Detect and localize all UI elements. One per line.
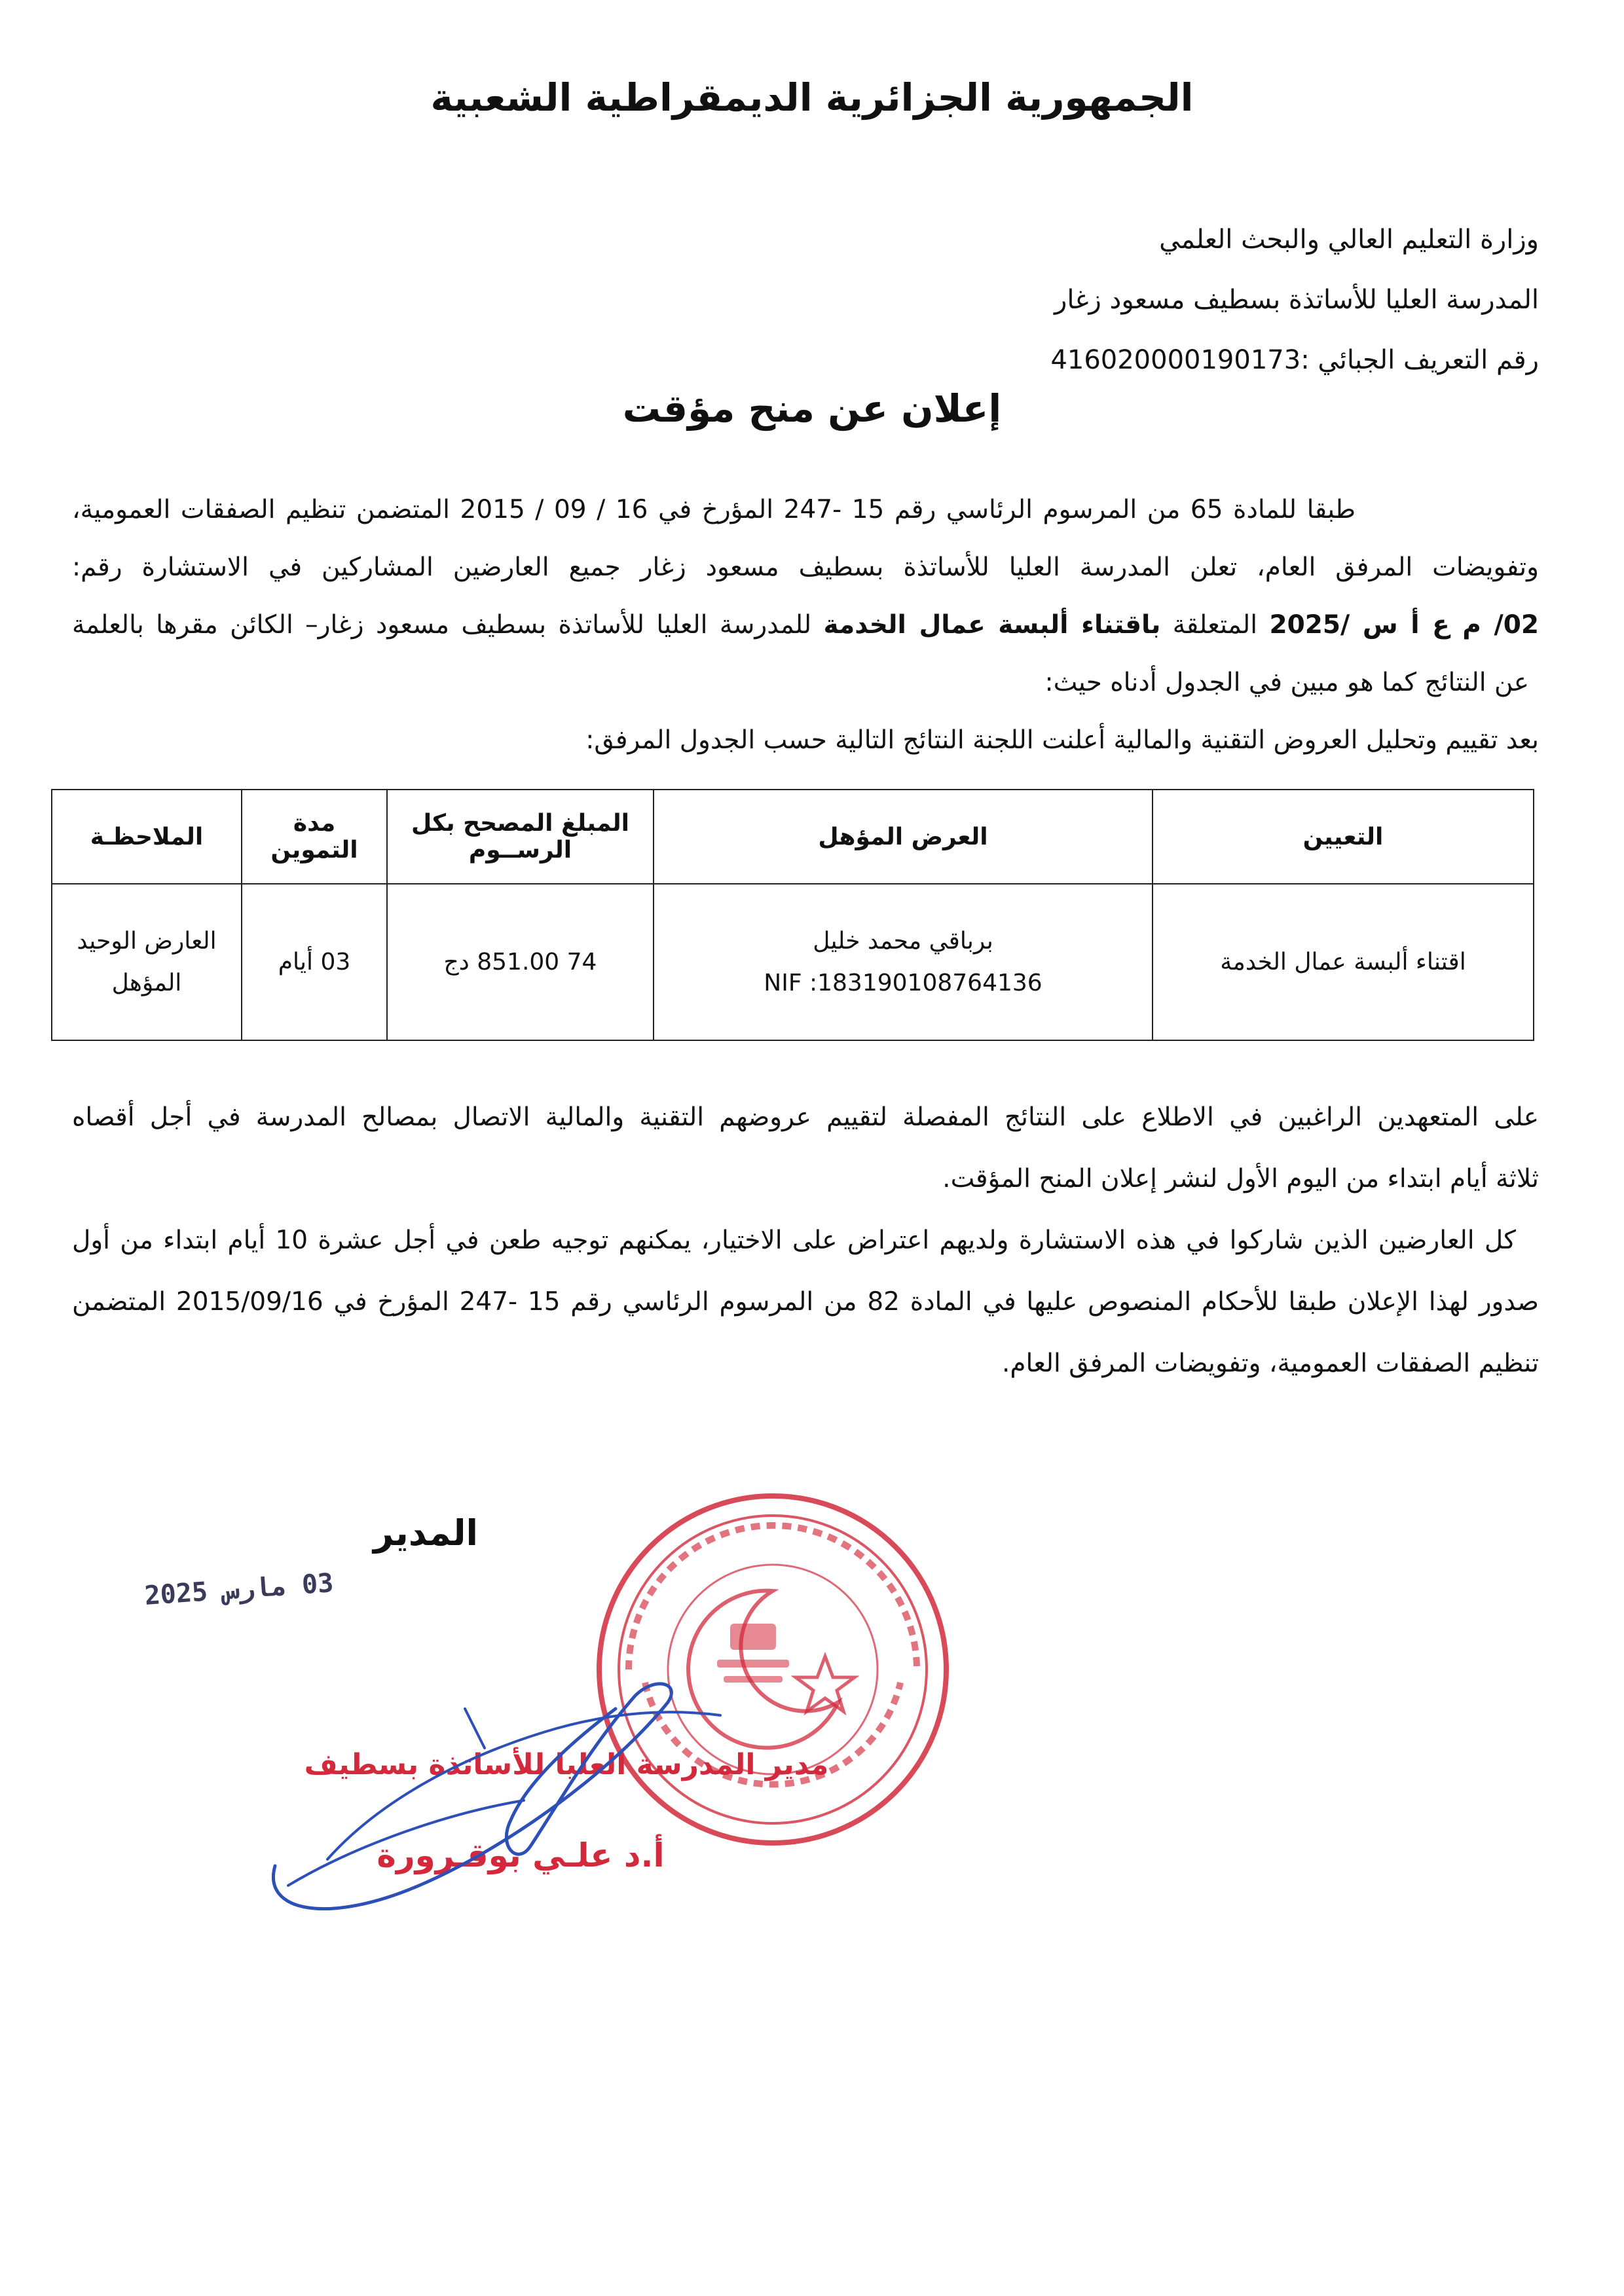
cell-amount: 74 851.00 دج (387, 884, 654, 1040)
document-title: إعلان عن منح مؤقت (622, 386, 1002, 431)
remark-line1: العارض الوحيد (77, 927, 217, 955)
consultation-subject: باقتناء ألبسة عمال الخدمة (823, 610, 1161, 640)
handwritten-signature-icon (249, 1650, 747, 1925)
header-duration (242, 790, 387, 884)
closing-line-4: صدور لهذا الإعلان طبقا للأحكام المنصوص عليها في المادة 82 من المرسوم الرئاسي رقم 15 -247 المؤرخ في 2015/09/16 المتضمن (72, 1287, 1539, 1317)
cell-offer (654, 884, 1153, 1040)
consultation-reference: 02/ م ع أ س /2025 (1269, 610, 1539, 640)
intro-paragraph (72, 481, 1539, 769)
cell-duration: 03 أيام (242, 884, 387, 1040)
closing-line-5: تنظيم الصفقات العمومية، وتفويضات المرفق العام. (1001, 1349, 1539, 1378)
header-duration-line1: مدة (293, 810, 336, 837)
school-line: المدرسة العليا للأساتذة بسطيف مسعود زغار (1054, 285, 1539, 315)
ministry-line: وزارة التعليم العالي والبحث العلمي (1159, 225, 1539, 255)
intro-line-3-mid: المتعلقة (1160, 610, 1270, 640)
cell-remark (52, 884, 242, 1040)
director-label: المدير (373, 1512, 479, 1554)
intro-line-1: طبقا للمادة 65 من المرسوم الرئاسي رقم 15 -247 المؤرخ في 16 / 09 / 2015 المتضمن تنظيم الصفقات العمومية، (72, 495, 1356, 524)
header-designation: التعيين (1153, 790, 1534, 884)
stamp-title-text: أ.د علـي بوقـرورة (377, 1836, 665, 1874)
closing-line-2: ثلاثة أيام ابتداء من اليوم الأول لنشر إعلان المنح المؤقت. (942, 1164, 1539, 1194)
stamp-name-text: مدير المدرسة العليا للأساتذة بسطيف (304, 1748, 829, 1781)
offer-name: برباقي محمد خليل (813, 927, 993, 955)
intro-line-4: عن النتائج كما هو مبين في الجدول أدناه حيث: (1044, 668, 1529, 697)
intro-line-2: وتفويضات المرفق العام، تعلن المدرسة العليا للأساتذة بسطيف مسعود زغار جميع العارضين المشاركين في الاستشارة رقم: (72, 553, 1539, 582)
table-header-row (52, 790, 1534, 884)
cell-designation: اقتناء ألبسة عمال الخدمة (1153, 884, 1534, 1040)
intro-line-3-rest: للمدرسة العليا للأساتذة بسطيف مسعود زغار– الكائن مقرها بالعلمة (72, 610, 824, 640)
header-amount (387, 790, 654, 884)
header-amount-line1: المبلغ المصحح بكل (411, 810, 629, 837)
closing-line-1: على المتعهدين الراغبين في الاطلاع على النتائج المفصلة لتقييم عروضهم التقنية والمالية الاتصال بمصالح المدرسة في أجل أقصاه (72, 1102, 1539, 1132)
header-amount-line2: الرســوم (468, 837, 572, 864)
header-duration-line2: التموين (270, 837, 358, 864)
results-table (51, 789, 1534, 1041)
issuer-block (688, 210, 1539, 390)
header-offer: العرض المؤهل (654, 790, 1153, 884)
closing-paragraphs (72, 1087, 1539, 1394)
offer-nif: NIF :183190108764136 (764, 969, 1043, 996)
remark-line2: المؤهل (111, 969, 182, 996)
tax-id-line: رقم التعريف الجبائي :416020000190173 (1050, 345, 1539, 375)
intro-line-3 (72, 596, 1539, 654)
intro-line-5: بعد تقييم وتحليل العروض التقنية والمالية أعلنت اللجنة النتائج التالية حسب الجدول المرفق: (585, 725, 1539, 755)
table-row (52, 884, 1534, 1040)
closing-line-3: كل العارضين الذين شاركوا في هذه الاستشارة ولديهم اعتراض على الاختيار، يمكنهم توجيه طعن في أجل عشرة 10 أيام ابتداء من أول (72, 1226, 1516, 1255)
header-remark: الملاحظـة (52, 790, 242, 884)
republic-heading: الجمهورية الجزائرية الديمقراطية الشعبية (430, 75, 1194, 120)
date-stamp: 03 مارس 2025 (143, 1567, 335, 1612)
